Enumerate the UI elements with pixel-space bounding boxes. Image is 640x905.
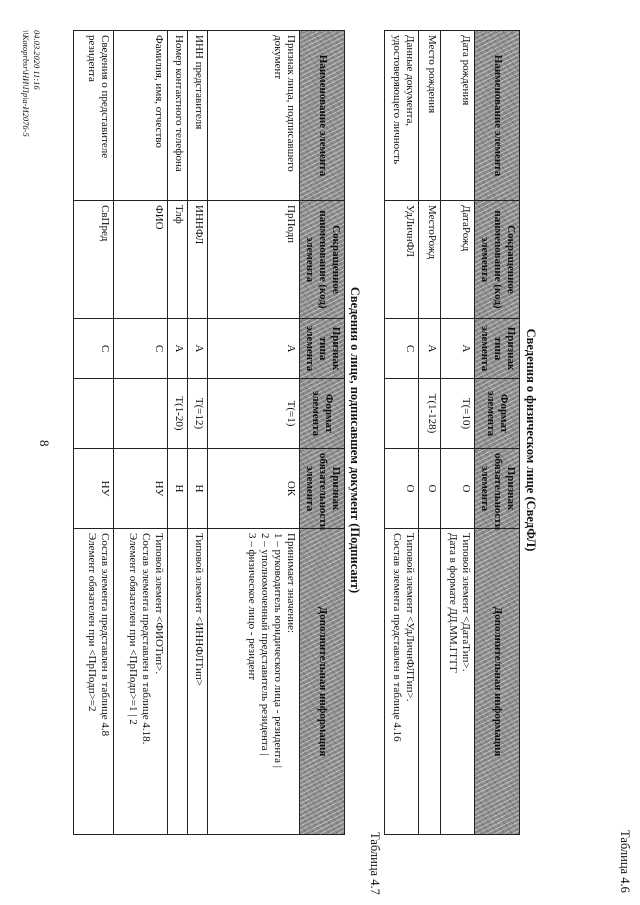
- table-row: [419, 31, 441, 835]
- cell-required: Н: [168, 449, 188, 529]
- cell-type: A: [188, 319, 208, 379]
- cell-type: A: [168, 319, 188, 379]
- cell-info: Типовой элемент <УдЛичнФЛТип>. Состав элемента представлен в таблице 4.16: [385, 529, 419, 835]
- cell-required: O: [385, 449, 419, 529]
- cell-format: T(1-128): [419, 379, 441, 449]
- table-row: [168, 31, 188, 835]
- table1-header-code: Сокращенное наименование (код) элемента: [475, 201, 520, 319]
- cell-type: A: [419, 319, 441, 379]
- table2-title: Сведения о лице, подписавшем документ (Подписант): [348, 286, 362, 594]
- cell-type: A: [208, 319, 300, 379]
- cell-code: ДатаРожд: [441, 201, 475, 319]
- cell-name: Признак лица, подписавшего документ: [208, 31, 300, 201]
- cell-format: [74, 379, 114, 449]
- cell-required: O: [441, 449, 475, 529]
- cell-info: Принимает значение: 1 – руководитель юридического лица - резидента | 2 – уполномоченный представитель резидента | 3 – физическое лицо - резидент: [208, 529, 300, 835]
- table2-header-format: Формат элемента: [300, 379, 345, 449]
- cell-name: Номер контактного телефона: [168, 31, 188, 201]
- table2-header-required: Признак обязательности элемента: [300, 449, 345, 529]
- cell-required: O: [419, 449, 441, 529]
- cell-name: Фамилия, имя, отчество: [114, 31, 168, 201]
- table1-header-name: Наименование элемента: [475, 31, 520, 201]
- cell-name: ИНН представителя: [188, 31, 208, 201]
- cell-format: [385, 379, 419, 449]
- table-row: [208, 31, 300, 835]
- table2-header-type: Признак типа элемента: [300, 319, 345, 379]
- cell-required: ОК: [208, 449, 300, 529]
- table2-header-code: Сокращенное наименование (код) элемента: [300, 201, 345, 319]
- table1-header-format: Формат элемента: [475, 379, 520, 449]
- cell-info: [419, 529, 441, 835]
- table2-header-info: Дополнительная информация: [300, 529, 345, 835]
- cell-code: МестоРожд: [419, 201, 441, 319]
- cell-type: A: [441, 319, 475, 379]
- cell-code: ФИО: [114, 201, 168, 319]
- table-row: [441, 31, 475, 835]
- cell-type: C: [385, 319, 419, 379]
- table1-caption: Таблица 4.6: [618, 830, 632, 893]
- footer-path: \\Kotoprbsr\НИ\Пр\а-И2076-5: [21, 30, 32, 137]
- table1: [384, 30, 520, 835]
- cell-required: НУ: [74, 449, 114, 529]
- cell-code: СвПред: [74, 201, 114, 319]
- table2-header-name: Наименование элемента: [300, 31, 345, 201]
- page-number: 8: [37, 440, 52, 447]
- cell-name: Сведения о представителе резидента: [74, 31, 114, 201]
- cell-info: Типовой элемент <ДатаТип>. Дата в формате ДД.ММ.ГГГГ: [441, 529, 475, 835]
- table2: [73, 30, 345, 835]
- footer-date: 04.03.2020 11:16: [32, 30, 42, 90]
- cell-info: Состав элемента представлен в таблице 4.8 Элемент обязателен при <ПрПодп>=2: [74, 529, 114, 835]
- cell-name: Дата рождения: [441, 31, 475, 201]
- table1-header-type: Признак типа элемента: [475, 319, 520, 379]
- cell-format: T(=12): [188, 379, 208, 449]
- table-row: [385, 31, 419, 835]
- cell-format: T(=10): [441, 379, 475, 449]
- cell-info: Типовой элемент <ФИОТип>. Состав элемента представлен в таблице 4.18. Элемент обязателен при <ПрПодп>=1 | 2: [114, 529, 168, 835]
- cell-format: [114, 379, 168, 449]
- cell-type: C: [74, 319, 114, 379]
- cell-info: [168, 529, 188, 835]
- cell-format: T(1-20): [168, 379, 188, 449]
- table-row: [114, 31, 168, 835]
- cell-format: T(=1): [208, 379, 300, 449]
- table1-header-info: Дополнительная информация: [475, 529, 520, 835]
- cell-code: Тлф: [168, 201, 188, 319]
- cell-code: ИННФЛ: [188, 201, 208, 319]
- table1-header-required: Признак обязательности элемента: [475, 449, 520, 529]
- table2-caption: Таблица 4.7: [368, 832, 382, 895]
- table-row: [188, 31, 208, 835]
- cell-name: Место рождения: [419, 31, 441, 201]
- table-row: [74, 31, 114, 835]
- footer-stamp: [21, 30, 42, 137]
- table1-title: Сведения о физическом лице (СведФЛ): [524, 328, 538, 552]
- cell-required: НУ: [114, 449, 168, 529]
- cell-type: C: [114, 319, 168, 379]
- table2-header-row: [300, 31, 345, 835]
- cell-code: УдЛичнФЛ: [385, 201, 419, 319]
- cell-name: Данные документа, удостоверяющего личность: [385, 31, 419, 201]
- table1-header-row: [475, 31, 520, 835]
- cell-required: Н: [188, 449, 208, 529]
- cell-code: ПрПодп: [208, 201, 300, 319]
- cell-info: Типовой элемент <ИННФЛТип>: [188, 529, 208, 835]
